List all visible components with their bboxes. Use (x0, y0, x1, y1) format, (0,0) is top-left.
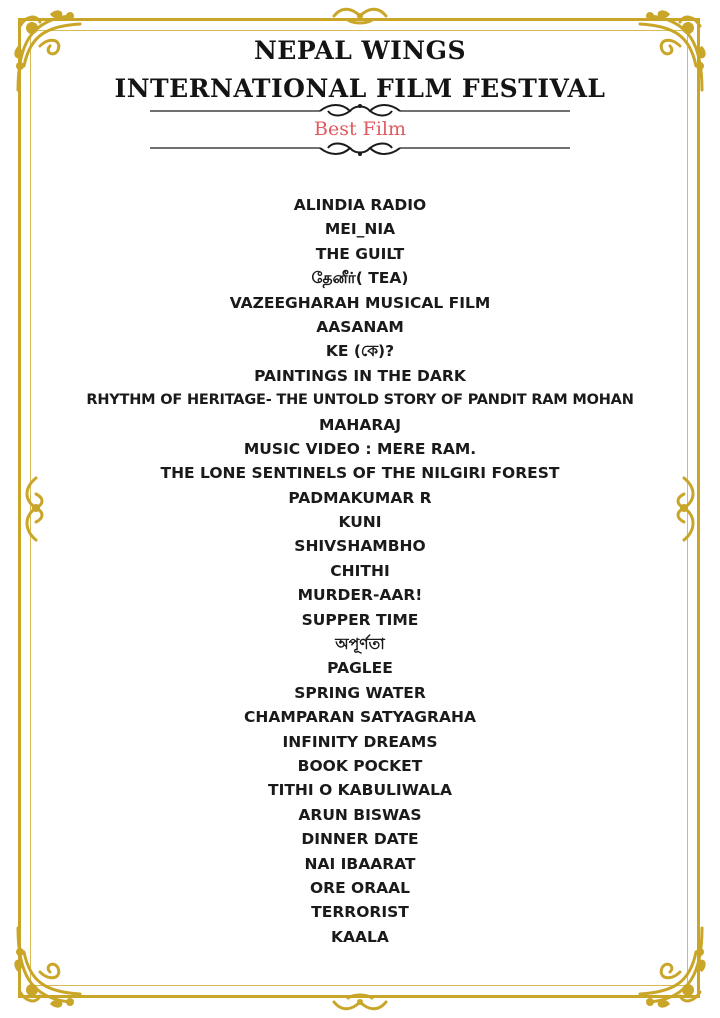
film-item: THE LONE SENTINELS OF THE NILGIRI FOREST (160, 464, 560, 483)
film-item: ARUN BISWAS (298, 805, 422, 824)
award-category: Best Film (314, 118, 406, 140)
film-item: ORE ORAAL (309, 878, 411, 897)
festival-title-line-2: INTERNATIONAL FILM FESTIVAL (114, 74, 606, 103)
top-center-ornament-icon (330, 4, 390, 26)
film-item: NAI IBAARAT (304, 854, 416, 873)
film-item: AASANAM (316, 317, 404, 336)
film-item: SPRING WATER (294, 683, 426, 702)
film-item: INFINITY DREAMS (282, 732, 438, 751)
film-item: PAINTINGS IN THE DARK (254, 366, 466, 385)
film-item: PAGLEE (327, 659, 393, 678)
film-item: KAALA (331, 927, 389, 946)
film-item: MAHARAJ (318, 415, 402, 434)
film-item: RHYTHM OF HERITAGE- THE UNTOLD STORY OF PANDIT RAM MOHAN (86, 392, 634, 409)
film-item: MUSIC VIDEO : MERE RAM. (243, 439, 477, 458)
film-item: KUNI (338, 513, 382, 532)
film-item: CHITHI (330, 561, 390, 580)
film-item: VAZEEGHARAH MUSICAL FILM (229, 293, 491, 312)
film-item: KE (কে)? (325, 342, 395, 361)
film-item: PADMAKUMAR R (288, 488, 432, 507)
film-item: TITHI O KABULIWALA (268, 781, 452, 800)
divider-flourish-icon (150, 99, 570, 119)
bottom-center-ornament-icon (330, 992, 390, 1014)
film-list (0, 193, 720, 949)
film-item: CHAMPARAN SATYAGRAHA (244, 708, 476, 727)
film-item: MURDER-AAR! (297, 586, 423, 605)
film-item: MEI_NIA (324, 220, 396, 239)
divider-flourish-icon (150, 140, 570, 160)
film-item: অপূর্ণতা (335, 635, 385, 654)
film-item: TERRORIST (311, 903, 409, 922)
film-item: DINNER DATE (301, 830, 419, 849)
film-item: SUPPER TIME (301, 610, 419, 629)
film-item: SHIVSHAMBHO (294, 537, 426, 556)
film-item: தேனீர்( TEA) (311, 269, 409, 288)
film-item: BOOK POCKET (297, 756, 423, 775)
film-item: THE GUILT (315, 244, 405, 263)
film-item: ALINDIA RADIO (293, 196, 427, 214)
festival-title-line-1: NEPAL WINGS (253, 36, 467, 65)
